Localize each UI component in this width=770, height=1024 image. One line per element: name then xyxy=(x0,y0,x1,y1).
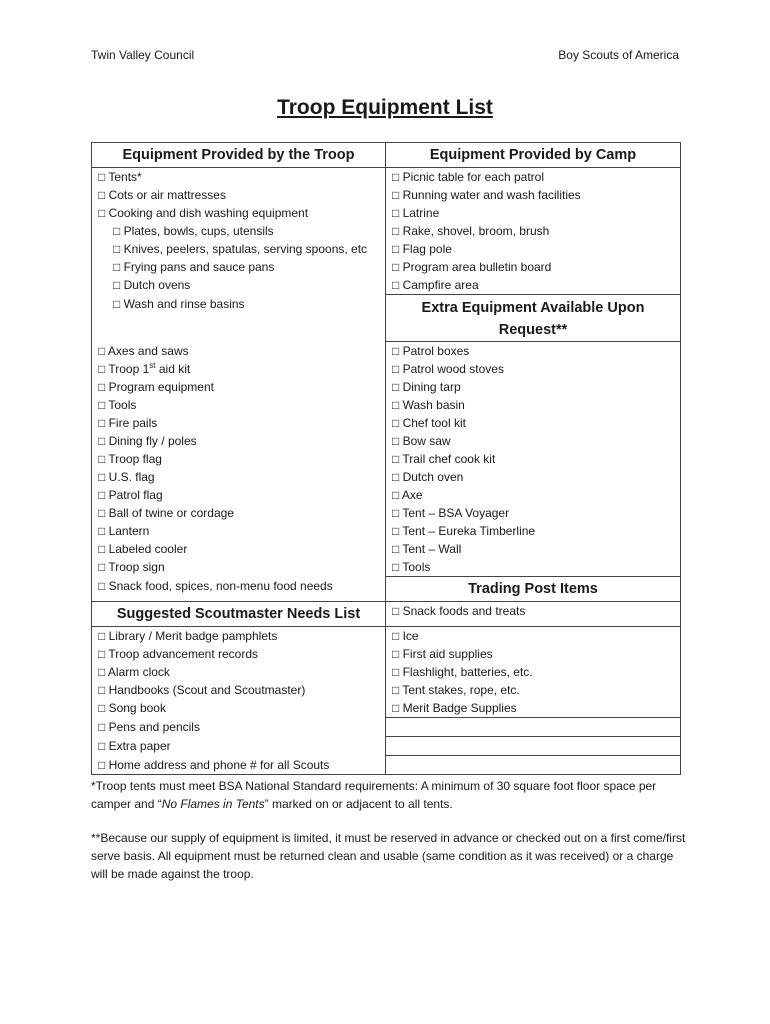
troop-item: □ U.S. flag xyxy=(92,468,386,486)
trading-item: □ First aid supplies xyxy=(386,645,681,663)
troop-sub-item-text: □ Frying pans and sauce pans xyxy=(113,260,275,274)
troop-sub-item xyxy=(92,258,386,276)
trading-empty-cell xyxy=(386,756,681,775)
extra-item: □ Patrol boxes xyxy=(386,342,681,361)
troop-item: □ Troop 1st aid kit xyxy=(92,360,386,378)
extra-item: □ Tools xyxy=(386,558,681,577)
troop-item: □ Tools xyxy=(92,396,386,414)
troop-sub-item xyxy=(92,240,386,258)
troop-item: □ Snack food, spices, non-menu food needs xyxy=(92,577,386,602)
trading-heading: Trading Post Items xyxy=(386,577,681,602)
extra-item: □ Dutch oven xyxy=(386,468,681,486)
scoutmaster-heading: Suggested Scoutmaster Needs List xyxy=(92,602,386,627)
camp-item: □ Campfire area xyxy=(386,276,681,295)
troop-item: □ Tents* xyxy=(92,168,386,187)
scoutmaster-item: □ Pens and pencils xyxy=(92,718,386,737)
tent-requirement-note: *Troop tents must meet BSA National Standard requirements: A minimum of 30 square foot floor space per camper and “No Flames in Tents” marked on or adjacent to all tents. xyxy=(91,779,657,811)
scoutmaster-item: □ Home address and phone # for all Scouts xyxy=(92,756,386,775)
troop-item: □ Patrol flag xyxy=(92,486,386,504)
troop-item: □ Labeled cooler xyxy=(92,540,386,558)
troop-sub-item-text: □ Knives, peelers, spatulas, serving spoons, etc xyxy=(113,242,368,256)
extra-item: □ Dining tarp xyxy=(386,378,681,396)
trading-item: □ Ice xyxy=(386,627,681,646)
extra-item: □ Tent – Wall xyxy=(386,540,681,558)
scoutmaster-item: □ Troop advancement records xyxy=(92,645,386,663)
troop-sub-item xyxy=(92,295,386,342)
troop-sub-item xyxy=(92,276,386,295)
trading-empty-cell xyxy=(386,737,681,756)
troop-item: □ Fire pails xyxy=(92,414,386,432)
troop-item: □ Axes and saws xyxy=(92,342,386,361)
trading-item: □ Snack foods and treats xyxy=(386,602,681,627)
scoutmaster-item: □ Extra paper xyxy=(92,737,386,756)
extra-item: □ Chef tool kit xyxy=(386,414,681,432)
scoutmaster-item: □ Library / Merit badge pamphlets xyxy=(92,627,386,646)
extra-item: □ Wash basin xyxy=(386,396,681,414)
trading-item: □ Flashlight, batteries, etc. xyxy=(386,663,681,681)
troop-sub-item-text: □ Dutch ovens xyxy=(113,278,191,292)
scoutmaster-item: □ Song book xyxy=(92,699,386,718)
extra-item: □ Trail chef cook kit xyxy=(386,450,681,468)
troop-item: □ Troop flag xyxy=(92,450,386,468)
troop-item: □ Ball of twine or cordage xyxy=(92,504,386,522)
camp-item: □ Program area bulletin board xyxy=(386,258,681,276)
scoutmaster-item: □ Handbooks (Scout and Scoutmaster) xyxy=(92,681,386,699)
camp-heading: Equipment Provided by Camp xyxy=(386,143,681,168)
extra-item: □ Bow saw xyxy=(386,432,681,450)
troop-item: □ Troop sign xyxy=(92,558,386,577)
equipment-table xyxy=(91,142,681,775)
troop-item: □ Program equipment xyxy=(92,378,386,396)
camp-item: □ Flag pole xyxy=(386,240,681,258)
camp-item: □ Picnic table for each patrol xyxy=(386,168,681,187)
page-title: Troop Equipment List xyxy=(277,96,493,119)
troop-sub-item xyxy=(92,222,386,240)
troop-item: □ Cots or air mattresses xyxy=(92,186,386,204)
troop-sub-item-text: □ Wash and rinse basins xyxy=(113,296,245,311)
extra-item: □ Axe xyxy=(386,486,681,504)
troop-item: □ Cooking and dish washing equipment xyxy=(92,204,386,222)
extra-heading: Extra Equipment Available Upon Request** xyxy=(386,295,681,342)
extra-item: □ Tent – BSA Voyager xyxy=(386,504,681,522)
extra-item: □ Tent – Eureka Timberline xyxy=(386,522,681,540)
troop-item: □ Lantern xyxy=(92,522,386,540)
troop-sub-item-text: □ Plates, bowls, cups, utensils xyxy=(113,224,274,238)
troop-heading: Equipment Provided by the Troop xyxy=(92,143,386,168)
extra-item: □ Patrol wood stoves xyxy=(386,360,681,378)
reservation-note: **Because our supply of equipment is limited, it must be reserved in advance or checked out on a first come/first serve basis. All equipment must be returned clean and usable (same condition as it was received) or a charge will be made against the troop. xyxy=(91,831,686,881)
header-left: Twin Valley Council xyxy=(91,48,195,62)
trading-item: □ Merit Badge Supplies xyxy=(386,699,681,718)
troop-item: □ Dining fly / poles xyxy=(92,432,386,450)
trading-empty-cell xyxy=(386,718,681,737)
camp-item: □ Running water and wash facilities xyxy=(386,186,681,204)
trading-item: □ Tent stakes, rope, etc. xyxy=(386,681,681,699)
camp-item: □ Rake, shovel, broom, brush xyxy=(386,222,681,240)
scoutmaster-item: □ Alarm clock xyxy=(92,663,386,681)
camp-item: □ Latrine xyxy=(386,204,681,222)
header-right: Boy Scouts of America xyxy=(558,48,679,62)
